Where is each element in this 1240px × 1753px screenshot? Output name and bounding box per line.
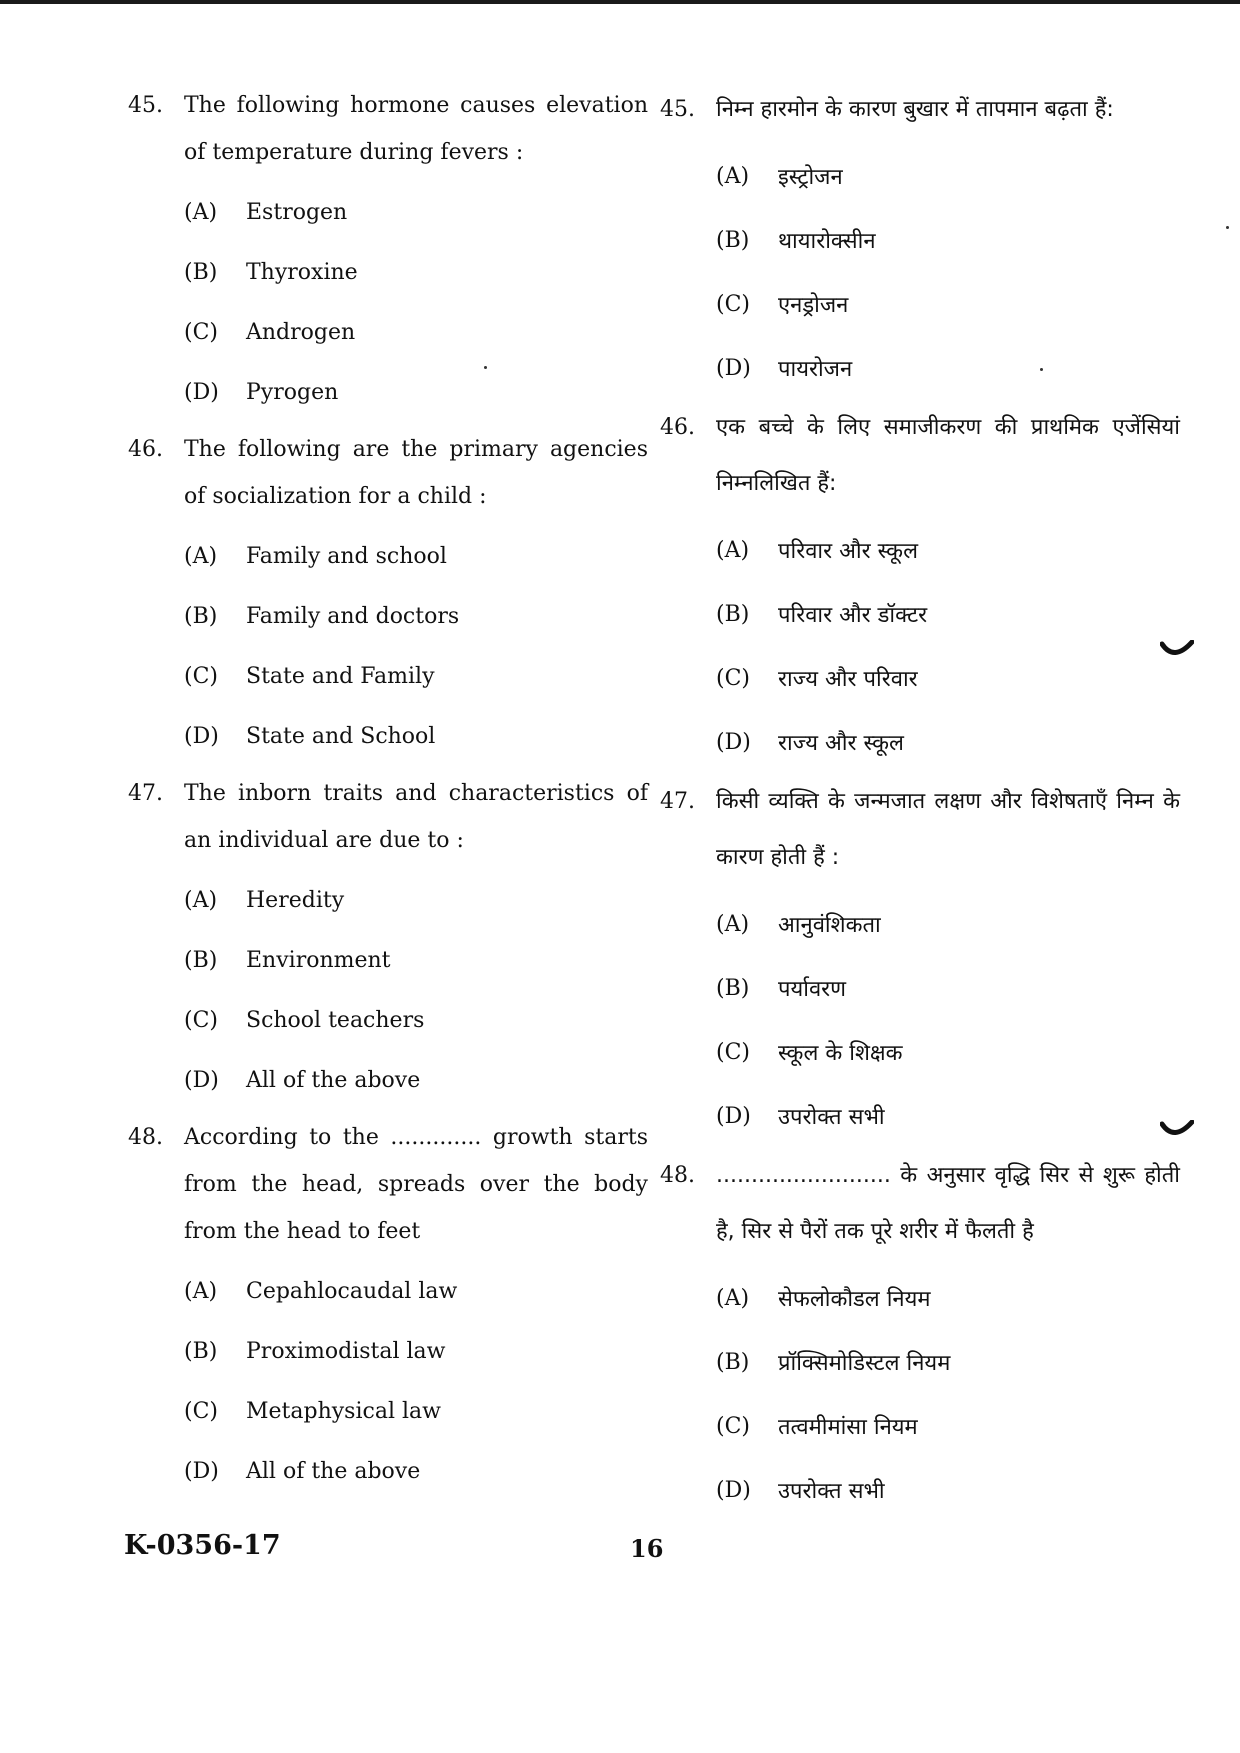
hindi-column bbox=[660, 82, 1180, 1522]
option-list bbox=[184, 182, 648, 422]
option-text: State and Family bbox=[246, 663, 435, 689]
question-text: किसी व्यक्ति के जन्मजात लक्षण और विशेषताएँ निम्न के कारण होती हैं : bbox=[716, 789, 1180, 870]
option-d[interactable] bbox=[184, 1050, 648, 1110]
option-c[interactable] bbox=[716, 1394, 1180, 1458]
question-text: The following are the primary agencies of socialization for a child : bbox=[184, 437, 648, 509]
option-letter: (B) bbox=[184, 603, 218, 629]
option-text: State and School bbox=[246, 723, 436, 749]
option-c[interactable] bbox=[184, 1381, 648, 1441]
option-letter: (A) bbox=[184, 1278, 218, 1304]
option-letter: (C) bbox=[184, 1398, 218, 1424]
option-text: सेफलोकौडल नियम bbox=[778, 1287, 931, 1312]
option-letter: (C) bbox=[716, 1039, 750, 1065]
option-a[interactable] bbox=[184, 870, 648, 930]
option-list bbox=[184, 870, 648, 1110]
question-45-hi bbox=[660, 82, 1180, 400]
question-number: 45. bbox=[128, 93, 163, 118]
question-number: 48. bbox=[660, 1163, 695, 1188]
option-d[interactable] bbox=[184, 706, 648, 766]
option-b[interactable] bbox=[184, 1321, 648, 1381]
option-letter: (B) bbox=[184, 1338, 218, 1364]
question-text: According to the ............. growth starts from the head, spreads over the body from the head to feet bbox=[184, 1125, 648, 1244]
option-letter: (A) bbox=[184, 199, 218, 225]
option-letter: (A) bbox=[716, 537, 750, 563]
option-c[interactable] bbox=[184, 646, 648, 706]
option-text: प्रॉक्सिमोडिस्टल नियम bbox=[778, 1351, 951, 1376]
question-46-en bbox=[128, 426, 648, 766]
tick-mark-icon bbox=[1160, 1120, 1194, 1138]
question-text: The following hormone causes elevation of temperature during fevers : bbox=[184, 93, 648, 165]
option-letter: (D) bbox=[184, 723, 219, 749]
option-d[interactable] bbox=[716, 336, 1180, 400]
option-text: पायरोजन bbox=[778, 357, 853, 382]
top-rule bbox=[0, 0, 1240, 4]
option-d[interactable] bbox=[716, 1458, 1180, 1522]
option-b[interactable] bbox=[716, 208, 1180, 272]
option-c[interactable] bbox=[716, 272, 1180, 336]
option-letter: (D) bbox=[716, 355, 751, 381]
option-letter: (D) bbox=[716, 729, 751, 755]
option-b[interactable] bbox=[716, 956, 1180, 1020]
question-number: 47. bbox=[660, 789, 695, 814]
option-letter: (C) bbox=[184, 1007, 218, 1033]
page-number: 16 bbox=[630, 1534, 664, 1563]
option-text: Family and doctors bbox=[246, 603, 460, 629]
option-letter: (D) bbox=[716, 1103, 751, 1129]
question-45-en bbox=[128, 82, 648, 422]
option-d[interactable] bbox=[716, 1084, 1180, 1148]
option-letter: (B) bbox=[716, 601, 750, 627]
stray-dot bbox=[1040, 368, 1043, 371]
question-46-hi bbox=[660, 400, 1180, 774]
option-letter: (D) bbox=[716, 1477, 751, 1503]
option-letter: (A) bbox=[716, 163, 750, 189]
option-d[interactable] bbox=[184, 362, 648, 422]
option-a[interactable] bbox=[184, 182, 648, 242]
option-b[interactable] bbox=[716, 582, 1180, 646]
option-text: School teachers bbox=[246, 1007, 425, 1033]
option-b[interactable] bbox=[184, 586, 648, 646]
option-a[interactable] bbox=[184, 1261, 648, 1321]
option-text: Environment bbox=[246, 947, 391, 973]
option-text: इस्ट्रोजन bbox=[778, 165, 843, 190]
option-b[interactable] bbox=[184, 242, 648, 302]
option-list bbox=[184, 1261, 648, 1501]
option-c[interactable] bbox=[184, 302, 648, 362]
option-letter: (B) bbox=[716, 227, 750, 253]
option-letter: (D) bbox=[184, 1067, 219, 1093]
option-c[interactable] bbox=[716, 646, 1180, 710]
option-a[interactable] bbox=[184, 526, 648, 586]
option-list bbox=[716, 1266, 1180, 1522]
option-list bbox=[716, 144, 1180, 400]
option-c[interactable] bbox=[184, 990, 648, 1050]
question-number: 46. bbox=[660, 415, 695, 440]
option-text: Estrogen bbox=[246, 199, 348, 225]
option-text: उपरोक्त सभी bbox=[778, 1105, 885, 1130]
option-text: Pyrogen bbox=[246, 379, 339, 405]
option-text: तत्वमीमांसा नियम bbox=[778, 1415, 918, 1440]
option-text: एनड्रोजन bbox=[778, 293, 849, 318]
option-text: उपरोक्त सभी bbox=[778, 1479, 885, 1504]
question-47-en bbox=[128, 770, 648, 1110]
option-text: राज्य और परिवार bbox=[778, 667, 918, 692]
option-text: Metaphysical law bbox=[246, 1398, 441, 1424]
option-letter: (C) bbox=[184, 663, 218, 689]
option-list bbox=[716, 518, 1180, 774]
option-text: Cepahlocaudal law bbox=[246, 1278, 458, 1304]
question-number: 48. bbox=[128, 1125, 163, 1150]
tick-mark-icon bbox=[1160, 640, 1194, 658]
option-letter: (C) bbox=[716, 1413, 750, 1439]
option-letter: (C) bbox=[184, 319, 218, 345]
option-a[interactable] bbox=[716, 892, 1180, 956]
option-text: All of the above bbox=[246, 1458, 421, 1484]
option-list bbox=[184, 526, 648, 766]
question-48-en bbox=[128, 1114, 648, 1501]
stray-dot bbox=[484, 366, 487, 369]
option-list bbox=[716, 892, 1180, 1148]
question-number: 47. bbox=[128, 781, 163, 806]
option-letter: (B) bbox=[716, 975, 750, 1001]
option-b[interactable] bbox=[184, 930, 648, 990]
option-text: परिवार और डॉक्टर bbox=[778, 603, 928, 628]
option-a[interactable] bbox=[716, 518, 1180, 582]
option-letter: (D) bbox=[184, 1458, 219, 1484]
question-48-hi bbox=[660, 1148, 1180, 1522]
question-number: 46. bbox=[128, 437, 163, 462]
question-number: 45. bbox=[660, 97, 695, 122]
option-letter: (C) bbox=[716, 665, 750, 691]
option-text: आनुवंशिकता bbox=[778, 913, 881, 938]
option-text: थायारोक्सीन bbox=[778, 229, 876, 254]
option-text: All of the above bbox=[246, 1067, 421, 1093]
question-text: ......................... के अनुसार वृद्धि सिर से शुरू होती है, सिर से पैरों तक पूरे शरीर में फैलती है bbox=[716, 1163, 1180, 1244]
question-text: The inborn traits and characteristics of an individual are due to : bbox=[184, 781, 648, 853]
question-text: एक बच्चे के लिए समाजीकरण की प्राथमिक एजेंसियां निम्नलिखित हैं: bbox=[716, 415, 1180, 496]
stray-dot bbox=[1226, 226, 1229, 229]
option-letter: (B) bbox=[184, 947, 218, 973]
english-column bbox=[128, 82, 648, 1501]
option-text: राज्य और स्कूल bbox=[778, 731, 904, 756]
option-d[interactable] bbox=[716, 710, 1180, 774]
option-text: Proximodistal law bbox=[246, 1338, 446, 1364]
option-text: Family and school bbox=[246, 543, 447, 569]
paper-code: K-0356-17 bbox=[124, 1530, 281, 1561]
option-b[interactable] bbox=[716, 1330, 1180, 1394]
option-text: Thyroxine bbox=[246, 259, 358, 285]
option-text: Heredity bbox=[246, 887, 345, 913]
option-text: स्कूल के शिक्षक bbox=[778, 1041, 903, 1066]
option-letter: (A) bbox=[184, 543, 218, 569]
option-letter: (B) bbox=[716, 1349, 750, 1375]
option-c[interactable] bbox=[716, 1020, 1180, 1084]
option-text: परिवार और स्कूल bbox=[778, 539, 918, 564]
option-letter: (A) bbox=[716, 1285, 750, 1311]
option-letter: (B) bbox=[184, 259, 218, 285]
option-d[interactable] bbox=[184, 1441, 648, 1501]
option-letter: (C) bbox=[716, 291, 750, 317]
option-text: पर्यावरण bbox=[778, 977, 847, 1002]
option-letter: (A) bbox=[716, 911, 750, 937]
option-text: Androgen bbox=[246, 319, 356, 345]
question-47-hi bbox=[660, 774, 1180, 1148]
option-a[interactable] bbox=[716, 1266, 1180, 1330]
option-letter: (D) bbox=[184, 379, 219, 405]
question-text: निम्न हारमोन के कारण बुखार में तापमान बढ़ता हैं: bbox=[716, 97, 1114, 122]
option-letter: (A) bbox=[184, 887, 218, 913]
option-a[interactable] bbox=[716, 144, 1180, 208]
